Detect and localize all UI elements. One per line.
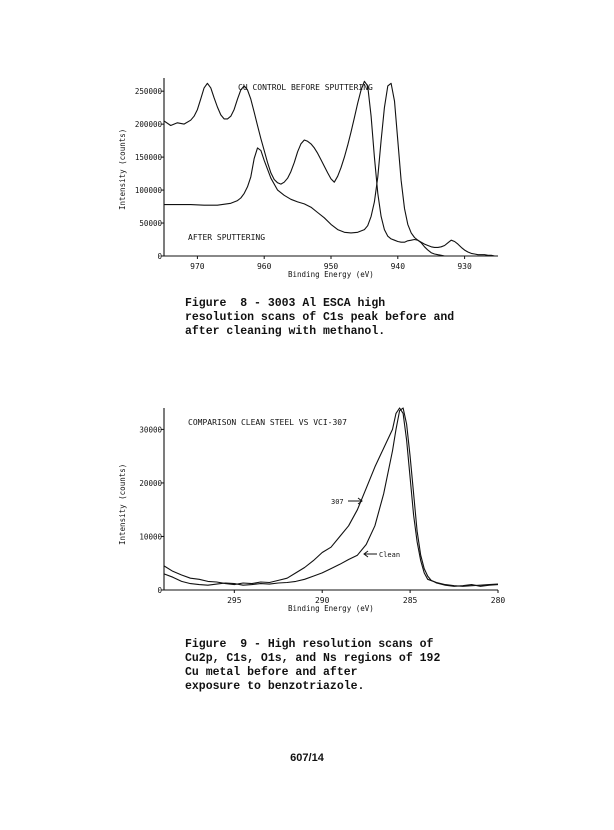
caption-line: after cleaning with methanol. <box>185 325 386 338</box>
caption-line: Cu2p, C1s, O1s, and Ns regions of 192 <box>185 652 441 665</box>
x-tick-label: 970 <box>190 262 205 271</box>
x-tick-label: 950 <box>323 262 339 271</box>
y-tick-label: 0 <box>157 252 162 261</box>
chart-8-series-line-2 <box>164 83 498 256</box>
arrow-right-icon <box>348 498 362 504</box>
chart-9-title: COMPARISON CLEAN STEEL VS VCI-307 <box>188 418 347 427</box>
y-tick-label: 250000 <box>134 87 162 97</box>
x-tick-label: 290 <box>314 596 330 605</box>
y-tick-label: 50000 <box>139 219 162 229</box>
x-tick-label: 930 <box>457 262 472 271</box>
y-tick-label: 10000 <box>139 532 162 542</box>
y-tick-label: 150000 <box>134 153 162 163</box>
y-tick-label: 100000 <box>134 186 162 196</box>
x-tick-label: 280 <box>490 596 506 605</box>
caption-line: Figure 8 - 3003 Al ESCA high <box>185 297 386 310</box>
x-tick-label: 295 <box>227 596 242 605</box>
figure-8-chart <box>112 70 512 290</box>
chart-8-title: CU CONTROL BEFORE SPUTTERING <box>238 83 373 92</box>
figure-8-caption <box>185 297 454 339</box>
figure-9-caption <box>185 638 440 694</box>
y-tick-label: 200000 <box>134 120 162 130</box>
caption-line: Cu metal before and after <box>185 666 358 679</box>
caption-line: resolution scans of C1s peak before and <box>185 311 455 324</box>
figure-9-chart <box>112 400 512 620</box>
chart-8-annotation-after-sputtering: AFTER SPUTTERING <box>188 233 266 242</box>
x-tick-label: 940 <box>390 262 406 271</box>
x-tick-label: 285 <box>402 596 418 605</box>
chart-9-annotation-clean: Clean <box>379 551 401 559</box>
x-tick-label: 960 <box>256 262 272 271</box>
chart-9-ylabel: Intensity (counts) <box>118 463 127 545</box>
chart-8-xlabel: Binding Energy (eV) <box>288 270 374 279</box>
y-tick-label: 30000 <box>139 425 162 435</box>
arrow-left-icon <box>364 551 377 557</box>
caption-line: exposure to benzotriazole. <box>185 680 365 693</box>
y-tick-label: 0 <box>157 586 162 595</box>
chart-9-annotation-307: 307 <box>331 498 344 506</box>
chart-9-xlabel: Binding Energy (eV) <box>288 604 374 613</box>
y-tick-label: 20000 <box>139 478 162 488</box>
chart-8-ylabel: Intensity (counts) <box>118 128 127 210</box>
page-number: 607/14 <box>290 752 324 764</box>
chart-8-series-line-1 <box>164 81 498 256</box>
caption-line: Figure 9 - High resolution scans of <box>185 638 434 651</box>
